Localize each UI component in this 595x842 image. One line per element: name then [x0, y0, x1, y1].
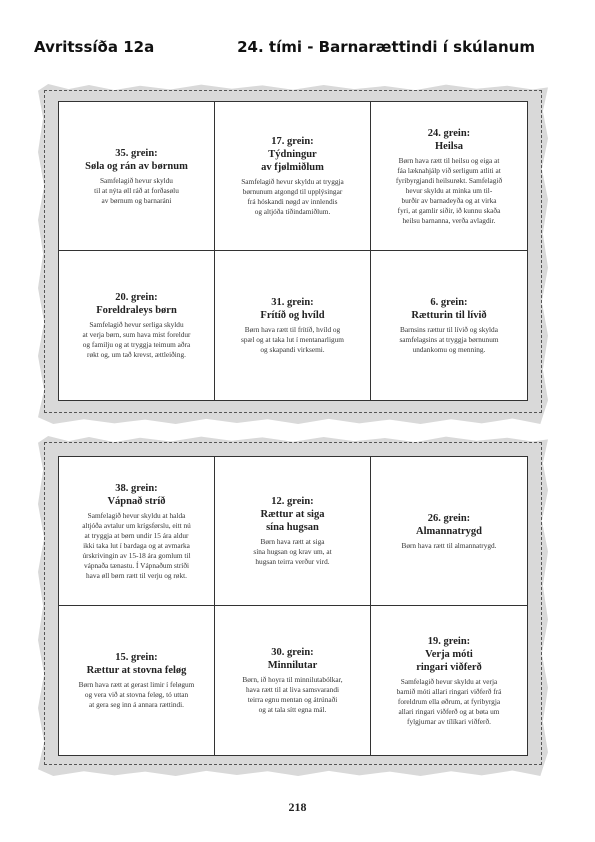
page-number: 218 [288, 800, 307, 814]
article-text: Børn hava rætt at gerast limir í feløgum og vera við at stovna feløg, tó uttan at gera seg inn á annara rættindi. [78, 680, 195, 709]
article-number: 12. grein: [271, 496, 314, 507]
article-number: 6. grein: [430, 297, 468, 308]
article-card[interactable] [59, 457, 215, 606]
lesson-title: 24. tími - Barnarættindi í skúlanum [237, 38, 535, 56]
article-card[interactable] [215, 457, 371, 606]
article-title: Søla og rán av børnum [85, 160, 188, 172]
article-title: Minnilutar [267, 660, 318, 671]
article-text: Børn hava rætt til frítíð, hvíld og spæl og at taka lut í mentanarligum og skapandi virksemi. [241, 325, 344, 354]
article-card[interactable] [371, 606, 527, 755]
article-number: 19. grein: [427, 635, 471, 647]
article-number: 38. grein: [115, 482, 158, 494]
article-number: 30. grein: [271, 647, 314, 658]
worksheet-title: Avritssíða 12a [34, 38, 155, 56]
article-number: 20. grein: [115, 292, 158, 303]
article-card[interactable] [371, 457, 527, 606]
article-number: 35. grein: [115, 147, 158, 159]
article-title: Heilsa [435, 140, 463, 152]
article-title: Verja móti ringari viðferð [416, 648, 482, 673]
article-title: Frítíð og hvíld [260, 310, 325, 321]
article-text: Samfelagið hevur skyldu at tryggja børnunum atgongd til upplýsingar frá hóskandi nøgd av innlendis og altjóða tíðindamiðlum. [241, 177, 344, 216]
article-number: 24. grein: [427, 127, 471, 139]
article-text: Børn hava rætt til heilsu og eiga at fáa læknahjálp við serligum atliti at fyribyrgjandi heilsurøkt. Samfelagið hevur skyldu at minka um til- burðir av barnadeyða og at virka fyri, at gamlir siðir, ið kunnu skaða heilsu barnanna, verða avlagdir. [395, 155, 503, 225]
article-number: 17. grein: [271, 136, 314, 147]
article-title: Foreldraleys børn [96, 305, 177, 316]
article-card[interactable] [371, 251, 527, 400]
article-number: 26. grein: [427, 512, 471, 524]
article-title: Rættur at stovna feløg [86, 665, 187, 676]
article-text: Barnsins rættur til lívið og skylda samfelagsins at tryggja børnunum undankomu og menning. [399, 325, 499, 354]
article-title: Vápnað stríð [107, 495, 166, 507]
article-card[interactable] [215, 102, 371, 251]
article-title: Týdningur av fjølmiðlum [261, 149, 324, 173]
article-card-grid [58, 101, 528, 401]
article-title: Rættur at siga sína hugsan [260, 509, 325, 533]
article-text: Børn hava rætt til almannatrygd. [401, 540, 497, 550]
article-text: Samfelagið hevur skyldu at verja barnið móti allari ringari viðferð frá foreldrum ella øðrum, at fyribyrgja allari ringari viðferð og at bøta um fylgjurnar av tílíkari viðferð. [396, 676, 502, 726]
article-text: Børn, ið hoyra til minnilutabólkar, hava rætt til at liva samsvarandi teirra egnu mentan og átrúnaði og at tala sítt egna mál. [242, 675, 343, 714]
article-text: Samfelagið hevur skyldu til at nýta øll ráð at forðasølu av børnum og barnaráni [94, 175, 179, 205]
article-card[interactable] [215, 251, 371, 400]
article-title: Rætturin til lívið [411, 310, 487, 321]
article-text: Samfelagið hevur skyldu at halda altjóða avtalur um krígsførslu, eitt nú at tryggja at børn undir 15 ára aldur ikki taka lut í bardaga og at avmarka úrskrivingin av 15-18 ára gomlum til vápnaða tænastu. Í Vápnaðum stríði hava øll børn rætt til verju og røkt. [82, 510, 191, 580]
article-text: Samfelagið hevur serliga skyldu at verja børn, sum hava mist foreldur og familju og at tryggja teimum aðra røkt og, um tað krevst, ættleiðing. [82, 320, 191, 359]
article-number: 15. grein: [115, 652, 158, 663]
article-card[interactable] [59, 251, 215, 400]
article-text: Børn hava rætt at siga sína hugsan og krav um, at hugsan teirra verður vird. [253, 537, 332, 566]
article-title: Almannatrygd [416, 525, 482, 537]
article-card[interactable] [215, 606, 371, 755]
article-card[interactable] [371, 102, 527, 251]
article-number: 31. grein: [271, 297, 314, 308]
article-card[interactable] [59, 606, 215, 755]
article-card[interactable] [59, 102, 215, 251]
article-card-grid [58, 456, 528, 756]
